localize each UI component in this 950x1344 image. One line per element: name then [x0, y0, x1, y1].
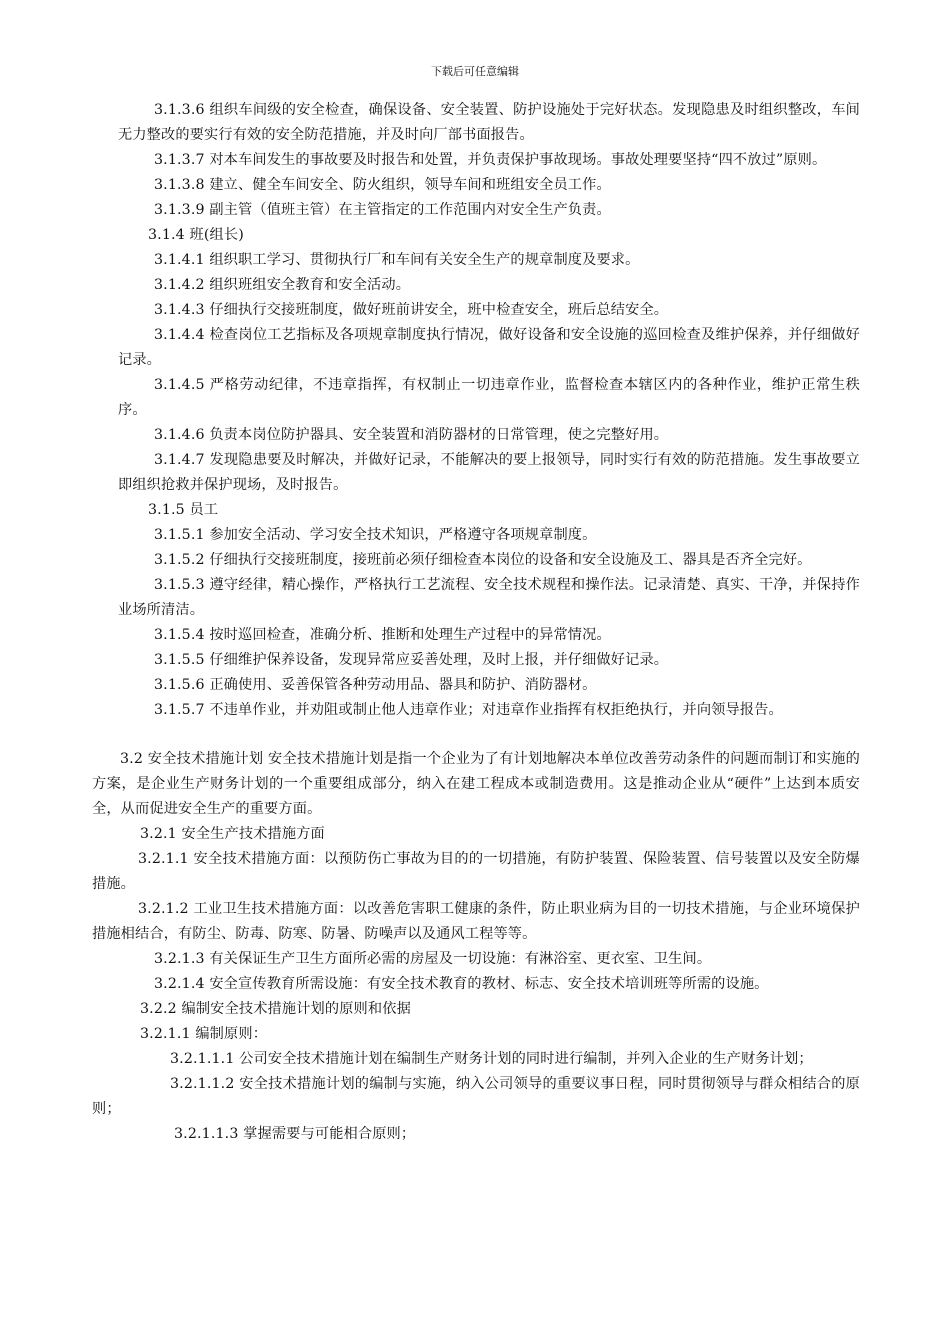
document-body: [92, 98, 860, 1147]
paragraph-3-1-3-6: 3.1.3.6 组织车间级的安全检查，确保设备、安全装置、防护设施处于完好状态。发现隐患及时组织整改，车间无力整改的要实行有效的安全防范措施，并及时向厂部书面报告。: [118, 102, 860, 143]
paragraph-3-1-5-6: 3.1.5.6 正确使用、妥善保管各种劳动用品、器具和防护、消防器材。: [154, 677, 597, 693]
paragraph-3-1-4-1: 3.1.4.1 组织职工学习、贯彻执行厂和车间有关安全生产的规章制度及要求。: [154, 252, 640, 268]
paragraph-3-1-3-7: 3.1.3.7 对本车间发生的事故要及时报告和处置，并负责保护事故现场。事故处理要坚持“四不放过”原则。: [154, 152, 827, 168]
paragraph-3-1-5-7: 3.1.5.7 不违单作业，并劝阻或制止他人违章作业；对违章作业指挥有权拒绝执行，并向领导报告。: [154, 702, 783, 718]
paragraph-3-1-5-5: 3.1.5.5 仔细维护保养设备，发现异常应妥善处理，及时上报，并仔细做好记录。: [154, 652, 669, 668]
heading-3-1-4: 3.1.4 班(组长): [148, 227, 244, 243]
section-spacer: [118, 723, 860, 747]
page-header: 下载后可任意编辑: [431, 65, 519, 78]
heading-3-2-2: 3.2.2 编制安全技术措施计划的原则和依据: [140, 1001, 411, 1017]
paragraph-3-1-5-2: 3.1.5.2 仔细执行交接班制度，接班前必须仔细检查本岗位的设备和安全设施及工、器具是否齐全完好。: [154, 552, 812, 568]
paragraph-3-1-4-3: 3.1.4.3 仔细执行交接班制度，做好班前讲安全，班中检查安全，班后总结安全。: [154, 302, 669, 318]
paragraph-3-1-5-3: 3.1.5.3 遵守经律，精心操作，严格执行工艺流程、安全技术规程和操作法。记录清楚、真实、干净，并保持作业场所清洁。: [118, 577, 860, 618]
paragraph-3-2-1-4: 3.2.1.4 安全宣传教育所需设施：有安全技术教育的教材、标志、安全技术培训班等所需的设施。: [154, 976, 769, 992]
paragraph-3-1-4-7: 3.1.4.7 发现隐患要及时解决，并做好记录，不能解决的要上报领导，同时实行有效的防范措施。发生事故要立即组织抢救并保护现场，及时报告。: [118, 452, 860, 493]
paragraph-3-2: 3.2 安全技术措施计划 安全技术措施计划是指一个企业为了有计划地解决本单位改善劳动条件的问题而制订和实施的方案，是企业生产财务计划的一个重要组成部分，纳入在建工程成本或制造费用。这是推动企业从“硬件”上达到本质安全，从而促进安全生产的重要方面。: [92, 751, 860, 817]
paragraph-3-2-1-1-1: 3.2.1.1.1 公司安全技术措施计划在编制生产财务计划的同时进行编制，并列入企业的生产财务计划；: [170, 1051, 813, 1067]
paragraph-3-1-4-2: 3.1.4.2 组织班组安全教育和安全活动。: [154, 277, 411, 293]
paragraph-3-1-4-6: 3.1.4.6 负责本岗位防护器具、安全装置和消防器材的日常管理，使之完整好用。: [154, 427, 669, 443]
paragraph-3-2-1-1: 3.2.1.1 安全技术措施方面：以预防伤亡事故为目的的一切措施，有防护装置、保险装置、信号装置以及安全防爆措施。: [92, 851, 860, 892]
paragraph-3-1-4-5: 3.1.4.5 严格劳动纪律，不违章指挥，有权制止一切违章作业，监督检查本辖区内的各种作业，维护正常生秩序。: [118, 377, 860, 418]
paragraph-3-2-1-2: 3.2.1.2 工业卫生技术措施方面：以改善危害职工健康的条件，防止职业病为目的一切技术措施，与企业环境保护措施相结合，有防尘、防毒、防寒、防暑、防噪声以及通风工程等等。: [92, 901, 860, 942]
paragraph-3-1-5-4: 3.1.5.4 按时巡回检查，准确分析、推断和处理生产过程中的异常情况。: [154, 627, 611, 643]
paragraph-3-2-1-1-2: 3.2.1.1.2 安全技术措施计划的编制与实施，纳入公司领导的重要议事日程，同时贯彻领导与群众相结合的原则；: [92, 1076, 860, 1117]
heading-3-2-1-1-principles: 3.2.1.1 编制原则：: [140, 1026, 268, 1042]
paragraph-3-1-4-4: 3.1.4.4 检查岗位工艺指标及各项规章制度执行情况，做好设备和安全设施的巡回检查及维护保养，并仔细做好记录。: [118, 327, 860, 368]
paragraph-3-1-3-9: 3.1.3.9 副主管（值班主管）在主管指定的工作范围内对安全生产负责。: [154, 202, 611, 218]
heading-3-2-1: 3.2.1 安全生产技术措施方面: [140, 826, 325, 842]
paragraph-3-2-1-1-3: 3.2.1.1.3 掌握需要与可能相合原则；: [174, 1126, 416, 1142]
paragraph-3-1-5-1: 3.1.5.1 参加安全活动、学习安全技术知识，严格遵守各项规章制度。: [154, 527, 597, 543]
heading-3-1-5: 3.1.5 员工: [148, 502, 219, 518]
paragraph-3-2-1-3: 3.2.1.3 有关保证生产卫生方面所必需的房屋及一切设施：有淋浴室、更衣室、卫生间。: [154, 951, 712, 967]
paragraph-3-1-3-8: 3.1.3.8 建立、健全车间安全、防火组织，领导车间和班组安全员工作。: [154, 177, 611, 193]
